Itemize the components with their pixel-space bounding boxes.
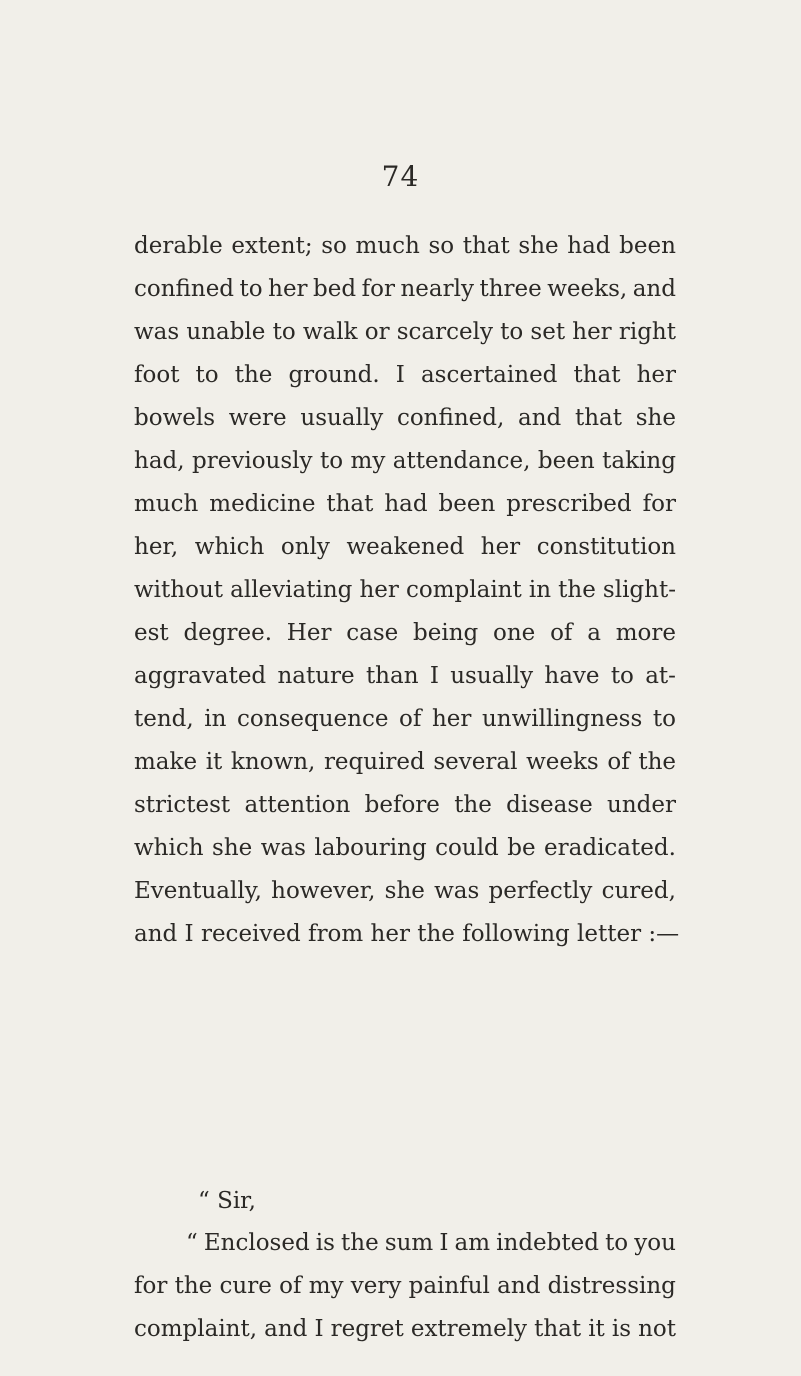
text-line: derable extent; so much so that she had been bbox=[134, 233, 676, 259]
text-line: tend, in consequence of her unwillingness to bbox=[134, 706, 676, 732]
text-line: bowels were usually confined, and that she bbox=[134, 405, 676, 431]
text-line: make it known, required several weeks of the bbox=[134, 749, 676, 775]
text-line: strictest attention before the disease under bbox=[134, 792, 676, 818]
text-line: had, previously to my attendance, been taking bbox=[134, 448, 676, 474]
text-line: was unable to walk or scarcely to set her right bbox=[134, 319, 676, 345]
letter-text bbox=[134, 1222, 676, 1351]
text-line: Eventually, however, she was perfectly cured, bbox=[134, 878, 676, 904]
text-line: which she was labouring could be eradicated. bbox=[134, 835, 676, 861]
text-line: without alleviating her complaint in the slight- bbox=[134, 577, 676, 603]
text-line-content: and I received from her the following letter :— bbox=[134, 921, 680, 947]
letter-line: for the cure of my very painful and distressing bbox=[134, 1273, 676, 1299]
text-line: confined to her bed for nearly three weeks, and bbox=[134, 276, 676, 302]
text-line: est degree. Her case being one of a more bbox=[134, 620, 676, 646]
text-line: aggravated nature than I usually have to at- bbox=[134, 663, 676, 689]
text-line-last bbox=[134, 913, 680, 956]
letter-line: complaint, and I regret extremely that it is not bbox=[134, 1316, 676, 1342]
page-number: 74 bbox=[381, 160, 420, 193]
text-line: foot to the ground. I ascertained that her bbox=[134, 362, 676, 388]
text-line: much medicine that had been prescribed for bbox=[134, 491, 676, 517]
text-line: her, which only weakened her constitution bbox=[134, 534, 676, 560]
body-text bbox=[134, 225, 680, 956]
letter-salutation: “ Sir, bbox=[198, 1188, 256, 1214]
letter-line: “ Enclosed is the sum I am indebted to you bbox=[186, 1230, 676, 1256]
